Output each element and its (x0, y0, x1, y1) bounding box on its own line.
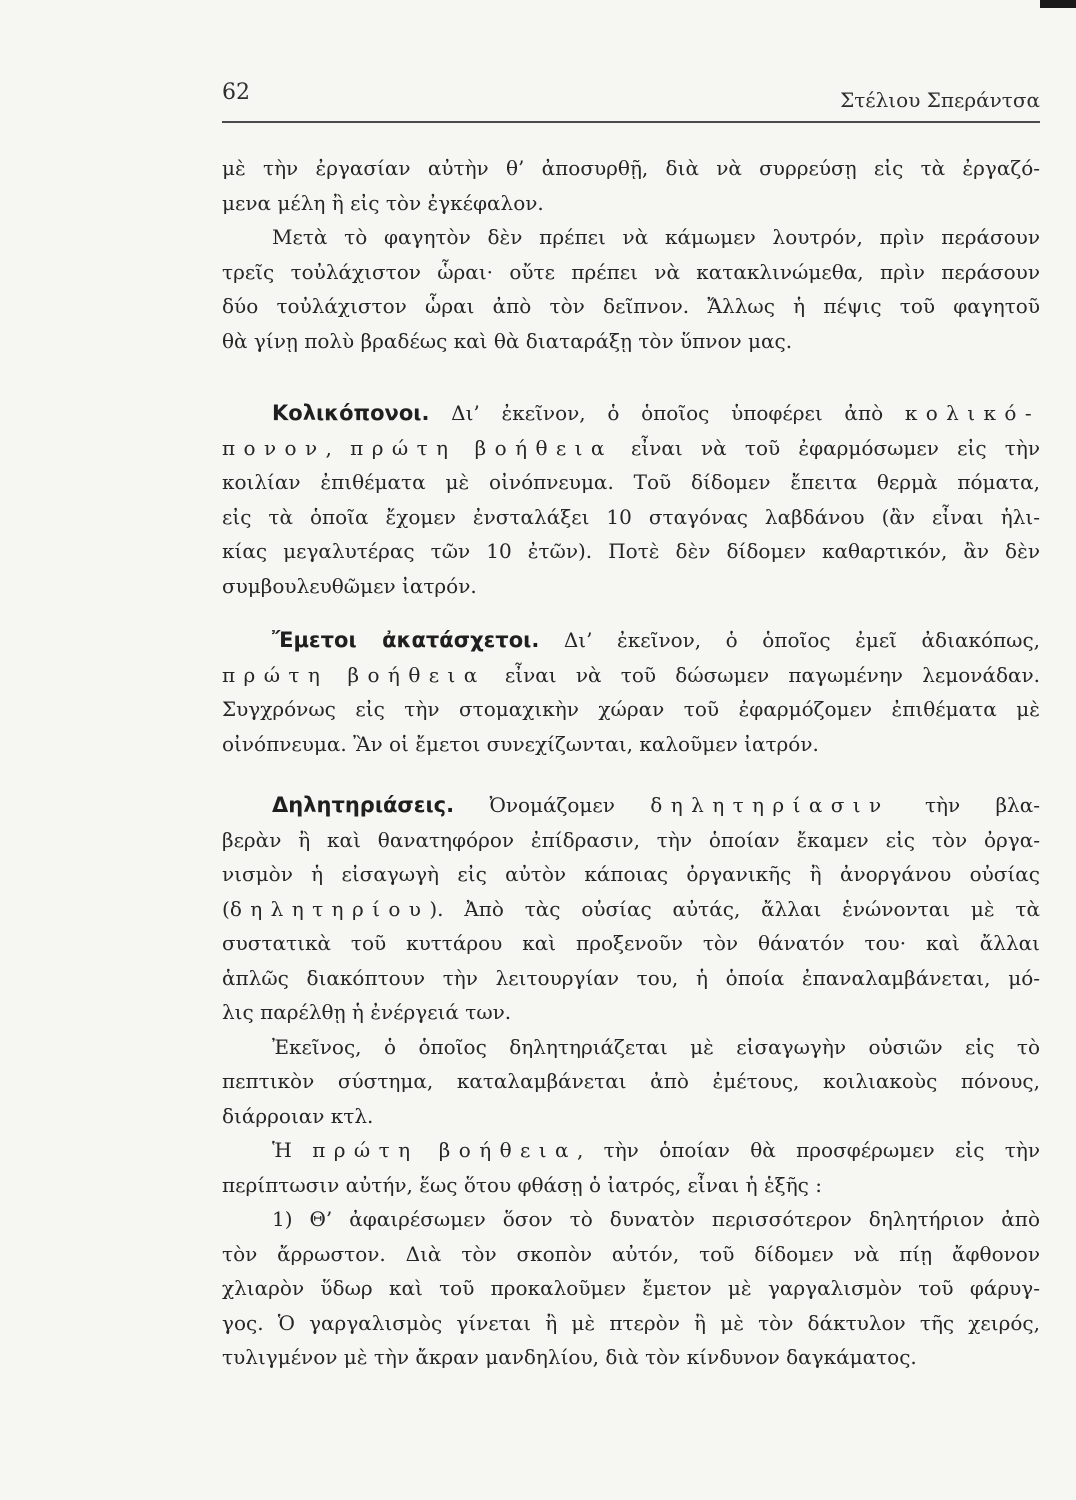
text-line (222, 926, 1040, 961)
text-line (222, 623, 1040, 658)
text-line (222, 692, 1040, 727)
line-text: νισμὸν ἡ εἰσαγωγὴ εἰς αὐτὸν κάποιας ὀργανικῆς ἢ ἀνοργάνου οὐσίας (222, 862, 1040, 886)
text-run: ). Ἀπὸ τὰς οὐσίας αὐτάς, ἄλλαι ἑνώνονται μὲ τὰ (429, 896, 1040, 921)
line-text: συστατικὰ τοῦ κυττάρου καὶ προξενοῦν τὸν θάνατόν του· καὶ ἄλλαι (222, 931, 1040, 955)
text-line (222, 658, 1040, 693)
text-line (222, 1306, 1040, 1341)
text-run: Ὀνομάζομεν (454, 793, 651, 817)
line-text: βερὰν ἢ καὶ θανατηφόρον ἐπίδρασιν, τὴν ὁποίαν ἔκαμεν εἰς τὸν ὀργα- (222, 827, 1040, 852)
text-line (222, 1168, 1040, 1203)
text-line (222, 727, 1040, 762)
text-line (222, 1099, 1040, 1134)
text-line (222, 1271, 1040, 1306)
text-line (222, 1030, 1040, 1065)
text-line (222, 892, 1040, 927)
text-line (222, 1202, 1040, 1237)
line-text (272, 793, 1040, 817)
section-heading: Δηλητηριάσεις. (272, 793, 455, 817)
text-run: Ἡ (272, 1138, 313, 1162)
spaced-emphasis: κολικό- (904, 401, 1040, 425)
text-run: Δι’ ἐκεῖνον, ὁ ὁποῖος ἐμεῖ ἀδιακόπως, (539, 628, 1041, 652)
line-text: γος. Ὁ γαργαλισμὸς γίνεται ἢ μὲ πτερὸν ἢ μὲ τὸν δάκτυλον τῆς χειρός, (222, 1310, 1040, 1335)
line-text (272, 1138, 1040, 1162)
line-text: κοιλίαν ἐπιθέματα μὲ οἰνόπνευμα. Τοῦ δίδομεν ἔπειτα θερμὰ πόματα, (222, 470, 1040, 494)
text-line (222, 289, 1040, 324)
text-line (222, 857, 1040, 892)
line-text: οἰνόπνευμα. Ἂν οἱ ἔμετοι συνεχίζωνται, καλοῦμεν ἰατρόν. (222, 731, 819, 756)
line-text: δύο τοὐλάχιστον ὧραι ἀπὸ τὸν δεῖπνον. Ἄλλως ἡ πέψις τοῦ φαγητοῦ (222, 294, 1040, 318)
line-text: εἰς τὰ ὁποῖα ἔχομεν ἐνσταλάξει 10 σταγόνας λαβδάνου (ἂν εἶναι ἡλι- (222, 504, 1040, 529)
text-run: εἶναι νὰ τοῦ δώσωμεν παγωμένην λεμονάδαν. (485, 662, 1041, 687)
paragraph (222, 1133, 1040, 1202)
text-run: , τὴν ὁποίαν θὰ προσφέρωμεν εἰς τὴν (576, 1138, 1040, 1162)
text-run (328, 663, 347, 687)
spaced-emphasis: δηλητηρίου (229, 896, 430, 921)
spaced-emphasis: δηλητηρίασιν (650, 793, 890, 817)
spaced-emphasis: πρώτη (312, 1138, 419, 1162)
text-run (456, 436, 474, 460)
text-line (222, 1133, 1040, 1168)
text-line (222, 1064, 1040, 1099)
scan-edge-mark (1040, 0, 1076, 8)
line-text: κίας μεγαλυτέρας τῶν 10 ἐτῶν). Ποτὲ δὲν δίδομεν καθαρτικόν, ἂν δὲν (222, 539, 1040, 563)
paragraph (222, 151, 1040, 220)
line-text: 1) Θ’ ἀφαιρέσωμεν ὅσον τὸ δυνατὸν περισσότερον δηλητήριον ἀπὸ (272, 1207, 1040, 1231)
text-line (222, 151, 1040, 186)
line-text: τὸν ἄρρωστον. Διὰ τὸν σκοπὸν αὐτόν, τοῦ δίδομεν νὰ πίῃ ἄφθονον (222, 1241, 1040, 1266)
line-text (272, 628, 1040, 652)
line-text: τυλιγμένον μὲ τὴν ἄκραν μανδηλίου, διὰ τὸν κίνδυνον δαγκάματος. (222, 1345, 917, 1369)
text-line (222, 186, 1040, 221)
text-line (222, 255, 1040, 290)
text-line (222, 431, 1040, 466)
text-line (222, 788, 1040, 823)
line-text (222, 436, 1040, 460)
text-run: Δι’ ἐκεῖνον, ὁ ὁποῖος ὑποφέρει ἀπὸ (429, 401, 905, 425)
text-run: , (325, 435, 351, 460)
text-line (222, 396, 1040, 431)
line-text: χλιαρὸν ὕδωρ καὶ τοῦ προκαλοῦμεν ἔμετον μὲ γαργαλισμὸν τοῦ φάρυγ- (222, 1276, 1040, 1300)
line-text: Ἐκεῖνος, ὁ ὁποῖος δηλητηριάζεται μὲ εἰσαγωγὴν οὐσιῶν εἰς τὸ (272, 1034, 1040, 1059)
section-heading: Κολικόπονοι. (272, 401, 430, 425)
spaced-emphasis: πρώτη (350, 435, 457, 460)
text-run: τὴν βλα- (889, 793, 1040, 817)
text-line (222, 500, 1040, 535)
section-paragraph (222, 623, 1040, 761)
paragraph (222, 220, 1040, 358)
line-text (222, 663, 1040, 687)
text-line (222, 534, 1040, 569)
header-rule (222, 121, 1040, 123)
text-line (222, 1340, 1040, 1375)
text-line (222, 465, 1040, 500)
text-line (222, 569, 1040, 604)
line-text: θὰ γίνῃ πολὺ βραδέως καὶ θὰ διαταράξῃ τὸν ὕπνον μας. (222, 328, 793, 353)
section-paragraph (222, 396, 1040, 603)
text-run: εἶναι νὰ τοῦ ἐφαρμόσωμεν εἰς τὴν (612, 435, 1041, 460)
line-text (272, 401, 1040, 425)
section-paragraph (222, 788, 1040, 1030)
line-text: περίπτωσιν αὐτήν, ἕως ὅτου φθάσῃ ὁ ἰατρός, εἶναι ἡ ἑξῆς : (222, 1172, 822, 1197)
text-line (222, 220, 1040, 255)
spaced-emphasis: πρώτη (222, 662, 329, 687)
line-text: Συγχρόνως εἰς τὴν στομαχικὴν χώραν τοῦ ἐφαρμόζομεν ἐπιθέματα μὲ (222, 697, 1040, 721)
text-line (222, 324, 1040, 359)
text-line (222, 961, 1040, 996)
line-text: λις παρέλθῃ ἡ ἐνέργειά των. (222, 1000, 512, 1024)
section-heading: Ἔμετοι ἀκατάσχετοι. (272, 628, 540, 652)
text-line (222, 995, 1040, 1030)
text-line (222, 1237, 1040, 1272)
page-body (222, 151, 1040, 1375)
line-text: μενα μέλη ἢ εἰς τὸν ἐγκέφαλον. (222, 190, 544, 215)
spaced-emphasis: πονον (222, 435, 326, 460)
line-text: συμβουλευθῶμεν ἰατρόν. (222, 573, 477, 598)
line-text: ἁπλῶς διακόπτουν τὴν λειτουργίαν του, ἡ ὁποία ἐπαναλαμβάνεται, μό- (222, 965, 1040, 990)
text-line (222, 823, 1040, 858)
spaced-emphasis: βοήθεια (438, 1138, 577, 1162)
text-run (418, 1138, 438, 1162)
page-number: 62 (222, 80, 250, 105)
line-text: διάρροιαν κτλ. (222, 1103, 374, 1128)
line-text: πεπτικὸν σύστημα, καταλαμβάνεται ἀπὸ ἐμέτους, κοιλιακοὺς πόνους, (222, 1069, 1040, 1093)
line-text (222, 897, 1040, 921)
line-text: μὲ τὴν ἐργασίαν αὐτὴν θ’ ἀποσυρθῇ, διὰ νὰ συρρεύσῃ εἰς τὰ ἐργαζό- (222, 156, 1040, 180)
line-text: Μετὰ τὸ φαγητὸν δὲν πρέπει νὰ κάμωμεν λουτρόν, πρὶν περάσουν (272, 225, 1040, 249)
text-run: ( (222, 896, 230, 921)
running-title: Στέλιου Σπεράντσα (840, 88, 1040, 112)
spaced-emphasis: βοήθεια (474, 435, 613, 460)
paragraph (222, 1030, 1040, 1134)
spaced-emphasis: βοήθεια (347, 662, 486, 687)
line-text: τρεῖς τοὐλάχιστον ὧραι· οὔτε πρέπει νὰ κατακλινώμεθα, πρὶν περάσουν (222, 259, 1040, 284)
paragraph (222, 1202, 1040, 1375)
